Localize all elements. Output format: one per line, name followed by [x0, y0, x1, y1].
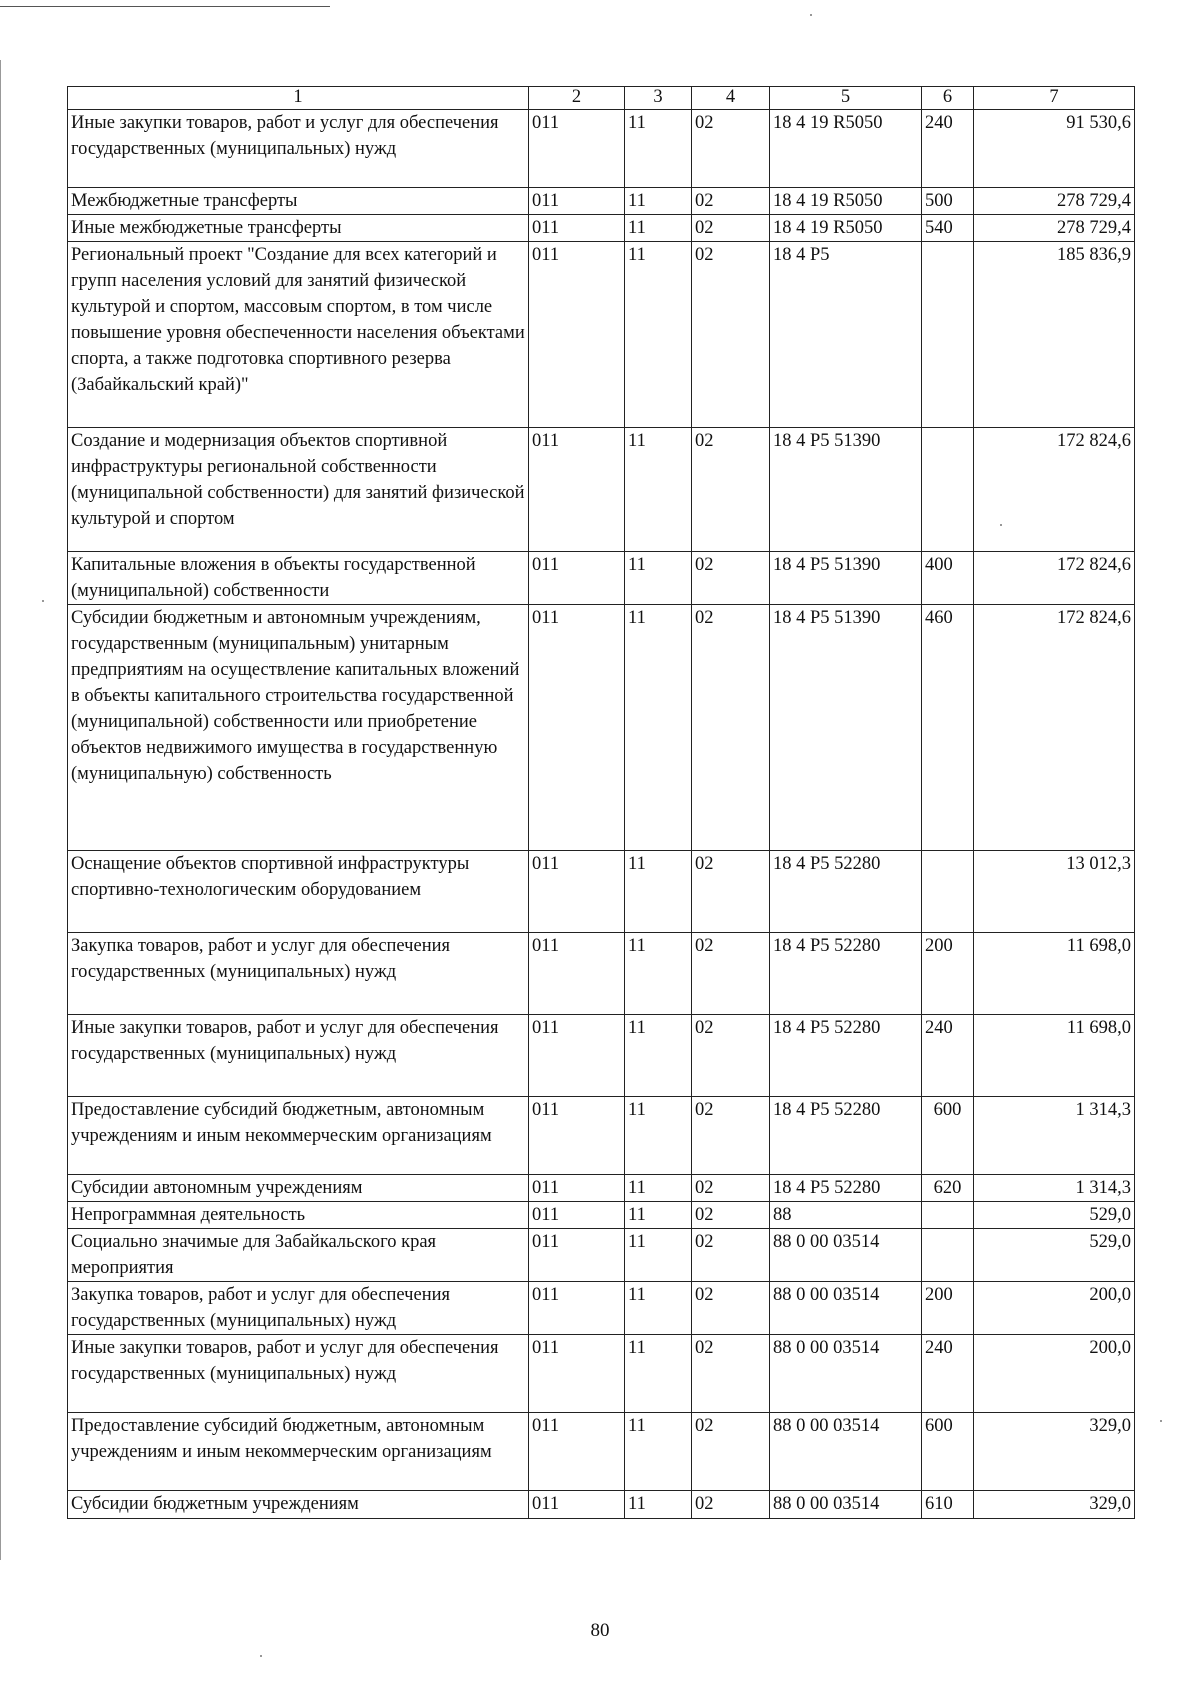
cell-code-3: 11 [625, 605, 692, 851]
cell-code-2: 011 [529, 605, 625, 851]
table-row [68, 215, 1135, 242]
cell-code-5: 18 4 P5 52280 [770, 1175, 922, 1202]
table-row [68, 1202, 1135, 1229]
cell-code-4: 02 [692, 1229, 770, 1282]
cell-code-6: 500 [922, 188, 974, 215]
cell-code-3: 11 [625, 428, 692, 552]
cell-code-2: 011 [529, 1229, 625, 1282]
column-header: 7 [974, 87, 1135, 110]
cell-code-5: 18 4 P5 [770, 242, 922, 428]
column-header: 3 [625, 87, 692, 110]
table-row [68, 428, 1135, 552]
page-number: 80 [590, 1620, 610, 1641]
scan-left-edge-line [0, 60, 1, 1560]
table-row [68, 552, 1135, 605]
cell-code-5: 88 0 00 03514 [770, 1229, 922, 1282]
cell-code-3: 11 [625, 1229, 692, 1282]
cell-code-3: 11 [625, 1015, 692, 1097]
cell-code-6: 200 [922, 1282, 974, 1335]
cell-code-2: 011 [529, 933, 625, 1015]
cell-code-4: 02 [692, 242, 770, 428]
cell-code-3: 11 [625, 215, 692, 242]
cell-code-2: 011 [529, 1491, 625, 1519]
cell-amount: 200,0 [974, 1335, 1135, 1413]
table-row [68, 1175, 1135, 1202]
cell-code-2: 011 [529, 1335, 625, 1413]
cell-code-5: 88 [770, 1202, 922, 1229]
row-name: Закупка товаров, работ и услуг для обеспечения государственных (муниципальных) нужд [68, 933, 529, 1015]
cell-code-6: 200 [922, 933, 974, 1015]
cell-code-6 [922, 1229, 974, 1282]
scan-speck [42, 600, 44, 602]
cell-code-4: 02 [692, 215, 770, 242]
cell-code-3: 11 [625, 933, 692, 1015]
cell-code-4: 02 [692, 851, 770, 933]
column-header: 5 [770, 87, 922, 110]
cell-amount: 91 530,6 [974, 110, 1135, 188]
cell-code-5: 88 0 00 03514 [770, 1491, 922, 1519]
scan-speck [260, 1655, 262, 1657]
row-name: Иные межбюджетные трансферты [68, 215, 529, 242]
cell-code-2: 011 [529, 188, 625, 215]
table-row [68, 851, 1135, 933]
cell-code-5: 88 0 00 03514 [770, 1413, 922, 1491]
cell-code-6 [922, 242, 974, 428]
cell-amount: 529,0 [974, 1229, 1135, 1282]
table-row [68, 1229, 1135, 1282]
cell-code-5: 18 4 P5 51390 [770, 428, 922, 552]
cell-code-4: 02 [692, 1491, 770, 1519]
table-row [68, 1335, 1135, 1413]
row-name: Предоставление субсидий бюджетным, автономным учреждениям и иным некоммерческим организациям [68, 1097, 529, 1175]
cell-amount: 278 729,4 [974, 215, 1135, 242]
row-name: Иные закупки товаров, работ и услуг для обеспечения государственных (муниципальных) нужд [68, 1015, 529, 1097]
cell-amount: 1 314,3 [974, 1097, 1135, 1175]
cell-code-6: 240 [922, 1015, 974, 1097]
cell-code-6: 540 [922, 215, 974, 242]
cell-amount: 11 698,0 [974, 933, 1135, 1015]
cell-code-3: 11 [625, 242, 692, 428]
cell-code-4: 02 [692, 1413, 770, 1491]
cell-code-3: 11 [625, 1097, 692, 1175]
row-name: Предоставление субсидий бюджетным, автономным учреждениям и иным некоммерческим организациям [68, 1413, 529, 1491]
cell-code-5: 18 4 P5 52280 [770, 933, 922, 1015]
table-row [68, 605, 1135, 851]
cell-code-6: 610 [922, 1491, 974, 1519]
table-row [68, 1491, 1135, 1519]
row-name: Закупка товаров, работ и услуг для обеспечения государственных (муниципальных) нужд [68, 1282, 529, 1335]
cell-code-2: 011 [529, 110, 625, 188]
cell-code-4: 02 [692, 933, 770, 1015]
table-row [68, 1413, 1135, 1491]
cell-code-4: 02 [692, 1202, 770, 1229]
cell-code-2: 011 [529, 1015, 625, 1097]
cell-amount: 329,0 [974, 1491, 1135, 1519]
cell-code-4: 02 [692, 552, 770, 605]
cell-code-5: 18 4 P5 52280 [770, 1097, 922, 1175]
cell-code-6 [922, 428, 974, 552]
row-name: Региональный проект "Создание для всех категорий и групп населения условий для занятий физической культурой и спортом, массовым спортом, в том числе повышение уровня обеспеченности населения объектами спорта, а также подготовка спортивного резерва (Забайкальский край)" [68, 242, 529, 428]
cell-code-3: 11 [625, 188, 692, 215]
cell-code-3: 11 [625, 1282, 692, 1335]
cell-code-4: 02 [692, 1282, 770, 1335]
cell-code-5: 18 4 P5 51390 [770, 605, 922, 851]
cell-code-5: 18 4 19 R5050 [770, 215, 922, 242]
row-name: Иные закупки товаров, работ и услуг для обеспечения государственных (муниципальных) нужд [68, 1335, 529, 1413]
cell-code-6: 600 [922, 1097, 974, 1175]
cell-amount: 1 314,3 [974, 1175, 1135, 1202]
cell-code-6 [922, 1202, 974, 1229]
table-row [68, 1097, 1135, 1175]
cell-code-5: 18 4 P5 52280 [770, 1015, 922, 1097]
cell-code-3: 11 [625, 1413, 692, 1491]
table-row [68, 1282, 1135, 1335]
cell-code-2: 011 [529, 851, 625, 933]
cell-amount: 172 824,6 [974, 605, 1135, 851]
column-header: 2 [529, 87, 625, 110]
table-row [68, 188, 1135, 215]
table-row [68, 933, 1135, 1015]
cell-code-3: 11 [625, 552, 692, 605]
cell-code-4: 02 [692, 428, 770, 552]
budget-table [67, 86, 1135, 1519]
cell-code-3: 11 [625, 1175, 692, 1202]
cell-code-4: 02 [692, 188, 770, 215]
cell-code-2: 011 [529, 242, 625, 428]
cell-code-3: 11 [625, 1335, 692, 1413]
cell-code-3: 11 [625, 851, 692, 933]
table-header-row [68, 87, 1135, 110]
scan-speck [810, 14, 812, 16]
cell-code-5: 18 4 19 R5050 [770, 110, 922, 188]
cell-code-4: 02 [692, 1335, 770, 1413]
cell-code-6: 240 [922, 110, 974, 188]
cell-amount: 200,0 [974, 1282, 1135, 1335]
table-row [68, 110, 1135, 188]
row-name: Оснащение объектов спортивной инфраструктуры спортивно-технологическим оборудованием [68, 851, 529, 933]
cell-code-5: 18 4 P5 52280 [770, 851, 922, 933]
cell-code-5: 88 0 00 03514 [770, 1335, 922, 1413]
row-name: Субсидии бюджетным и автономным учреждениям, государственным (муниципальным) унитарным предприятиям на осуществление капитальных вложений в объекты капитального строительства государственной (муниципальной) собственности или приобретение объектов недвижимого имущества в государственную (муниципальную) собственность [68, 605, 529, 851]
cell-code-6: 460 [922, 605, 974, 851]
cell-code-2: 011 [529, 1413, 625, 1491]
cell-code-2: 011 [529, 552, 625, 605]
cell-code-4: 02 [692, 1015, 770, 1097]
cell-code-3: 11 [625, 110, 692, 188]
cell-code-2: 011 [529, 1282, 625, 1335]
scan-speck [1160, 1420, 1162, 1422]
cell-amount: 172 824,6 [974, 428, 1135, 552]
cell-code-6: 240 [922, 1335, 974, 1413]
table-row [68, 242, 1135, 428]
table-row [68, 1015, 1135, 1097]
cell-code-5: 18 4 P5 51390 [770, 552, 922, 605]
cell-code-5: 88 0 00 03514 [770, 1282, 922, 1335]
cell-code-2: 011 [529, 428, 625, 552]
cell-code-2: 011 [529, 215, 625, 242]
cell-amount: 185 836,9 [974, 242, 1135, 428]
column-header: 1 [68, 87, 529, 110]
scan-top-edge-line [0, 6, 330, 7]
cell-amount: 13 012,3 [974, 851, 1135, 933]
row-name: Социально значимые для Забайкальского края мероприятия [68, 1229, 529, 1282]
row-name: Субсидии автономным учреждениям [68, 1175, 529, 1202]
row-name: Межбюджетные трансферты [68, 188, 529, 215]
cell-code-3: 11 [625, 1202, 692, 1229]
column-header: 6 [922, 87, 974, 110]
row-name: Капитальные вложения в объекты государственной (муниципальной) собственности [68, 552, 529, 605]
cell-code-2: 011 [529, 1097, 625, 1175]
row-name: Создание и модернизация объектов спортивной инфраструктуры региональной собственности (муниципальной собственности) для занятий физической культурой и спортом [68, 428, 529, 552]
cell-code-6 [922, 851, 974, 933]
cell-code-2: 011 [529, 1175, 625, 1202]
cell-code-6: 400 [922, 552, 974, 605]
row-name: Иные закупки товаров, работ и услуг для обеспечения государственных (муниципальных) нужд [68, 110, 529, 188]
column-header: 4 [692, 87, 770, 110]
cell-amount: 529,0 [974, 1202, 1135, 1229]
cell-code-4: 02 [692, 110, 770, 188]
cell-code-3: 11 [625, 1491, 692, 1519]
row-name: Непрограммная деятельность [68, 1202, 529, 1229]
cell-code-5: 18 4 19 R5050 [770, 188, 922, 215]
cell-code-4: 02 [692, 1175, 770, 1202]
cell-code-6: 600 [922, 1413, 974, 1491]
cell-code-4: 02 [692, 605, 770, 851]
cell-amount: 329,0 [974, 1413, 1135, 1491]
cell-amount: 172 824,6 [974, 552, 1135, 605]
cell-amount: 278 729,4 [974, 188, 1135, 215]
cell-code-2: 011 [529, 1202, 625, 1229]
cell-amount: 11 698,0 [974, 1015, 1135, 1097]
cell-code-4: 02 [692, 1097, 770, 1175]
row-name: Субсидии бюджетным учреждениям [68, 1491, 529, 1519]
cell-code-6: 620 [922, 1175, 974, 1202]
